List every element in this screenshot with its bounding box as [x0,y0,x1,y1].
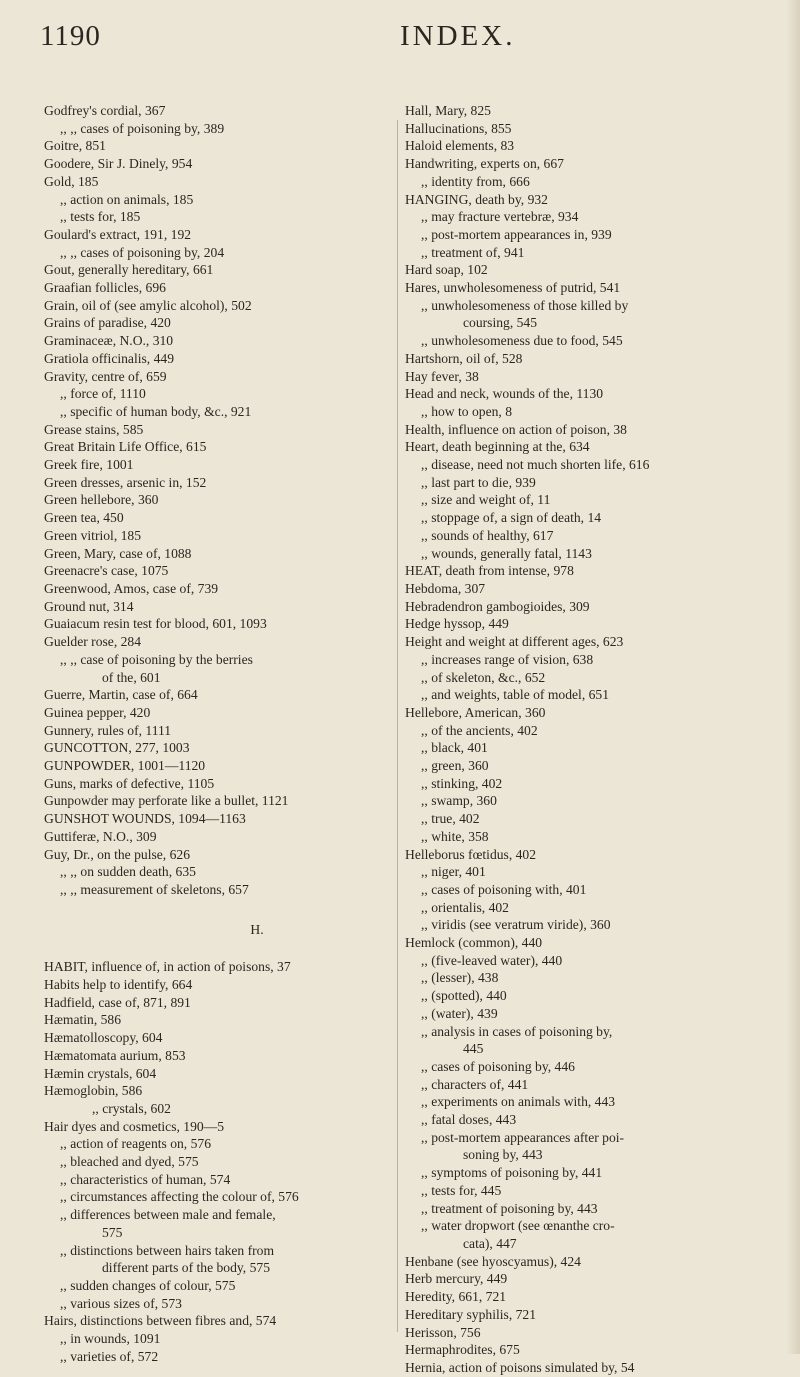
index-entry: Goulard's extract, 191, 192 [44,226,192,242]
index-entry: Haloid elements, 83 [405,138,515,154]
index-entry: Hedge hyssop, 449 [405,616,509,632]
index-entry: Guy, Dr., on the pulse, 626 [44,846,190,862]
index-entry: ,, and weights, table of model, 651 [421,687,610,703]
index-entry: ,, cases of poisoning by, 446 [421,1058,575,1074]
index-entry: ,, bleached and dyed, 575 [60,1154,199,1170]
index-entry: Guinea pepper, 420 [44,704,151,720]
index-entry: Hæmin crystals, 604 [44,1065,157,1081]
index-entry: HEAT, death from intense, 978 [405,563,574,579]
index-entry: Gunpowder may perforate like a bullet, 1121 [44,793,289,809]
index-entry: ,, differences between male and female, [60,1207,276,1223]
index-entry: Herisson, 756 [405,1324,481,1340]
index-entry: Hernia, action of poisons simulated by, 54 [405,1359,635,1375]
index-entry: Grains of paradise, 420 [44,315,171,331]
index-entry: ,, size and weight of, 11 [421,492,551,508]
index-entry: Hæmatolloscopy, 604 [44,1030,163,1046]
index-entry: Heart, death beginning at the, 634 [405,439,590,455]
index-entry: Hebdoma, 307 [405,580,486,596]
index-entry: ,, specific of human body, &c., 921 [60,403,252,419]
index-entry: ,, true, 402 [421,811,480,827]
index-entry: Hartshorn, oil of, 528 [405,350,523,366]
index-entry: ,, distinctions between hairs taken from [60,1242,275,1258]
index-entry: ,, unwholesomeness of those killed by [421,297,629,313]
index-entry: Gout, generally hereditary, 661 [44,262,214,278]
index-entry: Henbane (see hyoscyamus), 424 [405,1253,581,1269]
index-entry: ,, how to open, 8 [421,403,512,419]
index-entry: Hard soap, 102 [405,262,488,278]
index-entry: Hæmatomata aurium, 853 [44,1047,186,1063]
index-entry: Guns, marks of defective, 1105 [44,775,215,791]
index-entry: ,, crystals, 602 [92,1100,171,1116]
index-entry: GUNSHOT WOUNDS, 1094—1163 [44,811,246,827]
index-entry: Hallucinations, 855 [405,120,512,136]
index-entry: Hellebore, American, 360 [405,704,546,720]
index-entry: ,, cases of poisoning with, 401 [421,881,587,897]
index-column-left [44,102,390,1366]
index-entry: ,, unwholesomeness due to food, 545 [421,333,623,349]
index-entry: Graminaceæ, N.O., 310 [44,333,174,349]
index-entry: Ground nut, 314 [44,598,134,614]
index-entry: ,, of the ancients, 402 [421,722,538,738]
index-entry: ,, water dropwort (see œnanthe cro- [421,1218,615,1234]
index-entry: Gunnery, rules of, 1111 [44,722,172,738]
index-column-right [405,102,775,1377]
index-entry: Guttiferæ, N.O., 309 [44,828,157,844]
column-divider [397,120,398,1332]
index-entry: ,, sudden changes of colour, 575 [60,1278,236,1293]
index-entry: Handwriting, experts on, 667 [405,156,564,172]
index-entry: ,, stinking, 402 [421,775,503,791]
index-entry: Guelder rose, 284 [44,634,142,650]
index-entry: Grain, oil of (see amylic alcohol), 502 [44,297,252,313]
index-entry: ,, viridis (see veratrum viride), 360 [421,917,611,933]
index-entry: ,, post-mortem appearances in, 939 [421,226,612,242]
index-entry: Great Britain Life Office, 615 [44,439,207,455]
index-entry: Graafian follicles, 696 [44,280,166,296]
page-number: 1190 [40,20,101,52]
index-entry: ,, niger, 401 [421,864,486,880]
index-entry: ,, treatment of poisoning by, 443 [421,1200,598,1216]
index-entry: Gratiola officinalis, 449 [44,350,174,366]
index-entry: Hemlock (common), 440 [405,935,543,951]
index-entry: Gold, 185 [44,173,99,189]
index-entry: ,, treatment of, 941 [421,244,525,260]
index-entry: Green tea, 450 [44,510,124,526]
index-entry: of the, 601 [102,669,161,685]
index-entry: ,, tests for, 445 [421,1182,502,1198]
index-entry: ,, characters of, 441 [421,1076,529,1092]
index-entry: Hermaphrodites, 675 [405,1342,520,1358]
index-entry: HANGING, death by, 932 [405,191,548,207]
index-entry: ,, tests for, 185 [60,209,141,225]
index-entry: ,, experiments on animals with, 443 [421,1094,616,1110]
index-entry: ,, fatal doses, 443 [421,1112,517,1128]
index-entry: coursing, 545 [463,315,538,331]
index-entry: Hadfield, case of, 871, 891 [44,994,191,1010]
index-entry: ,, (lesser), 438 [421,970,499,986]
index-entry: ,, varieties of, 572 [60,1348,159,1364]
section-letter: H. [250,921,264,937]
index-entry: different parts of the body, 575 [102,1260,270,1276]
index-entry: ,, identity from, 666 [421,173,530,189]
index-entry: ,, orientalis, 402 [421,899,509,915]
index-entry: 445 [463,1041,484,1057]
index-entry: ,, analysis in cases of poisoning by, [421,1023,613,1039]
index-entry: ,, (spotted), 440 [421,988,507,1004]
index-entry: ,, last part to die, 939 [421,474,536,490]
index-entry: ,, various sizes of, 573 [60,1295,182,1311]
index-entry: Grease stains, 585 [44,421,144,437]
index-entry: Green vitriol, 185 [44,527,142,543]
index-entry: Head and neck, wounds of the, 1130 [405,386,604,402]
index-entry: Godfrey's cordial, 367 [44,103,166,118]
index-entry: ,, swamp, 360 [421,793,497,809]
index-entry: ,, of skeleton, &c., 652 [421,669,546,685]
index-entry: Greenwood, Amos, case of, 739 [44,580,219,596]
index-entry: cata), 447 [463,1236,517,1251]
index-entry: Guerre, Martin, case of, 664 [44,687,198,703]
index-entry: Helleborus fœtidus, 402 [405,846,537,862]
index-entry: ,, stoppage of, a sign of death, 14 [421,510,602,526]
index-entry: Hæmoglobin, 586 [44,1083,143,1099]
index-entry: GUNCOTTON, 277, 1003 [44,740,190,756]
index-entry: Health, influence on action of poison, 38 [405,421,627,437]
page-edge-shadow [786,0,800,1354]
index-entry: ,, ,, cases of poisoning by, 389 [60,120,225,136]
index-entry: ,, increases range of vision, 638 [421,651,594,667]
index-entry: ,, white, 358 [421,828,489,844]
page-header [40,20,760,60]
index-entry: ,, may fracture vertebræ, 934 [421,209,579,225]
index-entry: ,, symptoms of poisoning by, 441 [421,1165,603,1181]
index-entry: ,, ,, on sudden death, 635 [60,864,196,880]
index-entry: ,, circumstances affecting the colour of, 576 [60,1189,299,1205]
index-entry: Hay fever, 38 [405,368,479,384]
index-entry: ,, (five-leaved water), 440 [421,952,563,968]
index-entry: ,, green, 360 [421,758,489,774]
index-entry: Height and weight at different ages, 623 [405,634,624,650]
index-entry: ,, (water), 439 [421,1005,498,1021]
index-entry: ,, sounds of healthy, 617 [421,527,554,543]
index-entry: ,, action of reagents on, 576 [60,1136,211,1152]
index-entry: Hairs, distinctions between fibres and, 574 [44,1313,277,1329]
index-entry: Greenacre's case, 1075 [44,563,169,579]
index-entry: Herb mercury, 449 [405,1271,508,1287]
running-head: INDEX. [400,20,516,52]
index-entry: Guaiacum resin test for blood, 601, 1093 [44,616,267,632]
index-entry: Greek fire, 1001 [44,457,134,473]
index-entry: ,, force of, 1110 [60,386,146,402]
index-entry: Goodere, Sir J. Dinely, 954 [44,156,193,172]
index-entry: Hares, unwholesomeness of putrid, 541 [405,280,621,296]
index-entry: ,, ,, case of poisoning by the berries [60,651,253,667]
index-entry: ,, characteristics of human, 574 [60,1171,231,1187]
index-entry: Green hellebore, 360 [44,492,159,508]
index-entry: Hair dyes and cosmetics, 190—5 [44,1118,225,1134]
index-entry: Green dresses, arsenic in, 152 [44,474,207,490]
index-entry: Habits help to identify, 664 [44,977,193,993]
index-entry: ,, in wounds, 1091 [60,1331,161,1347]
index-entry: ,, disease, need not much shorten life, 616 [421,457,650,473]
index-entry: ,, ,, cases of poisoning by, 204 [60,244,225,260]
index-entry: ,, wounds, generally fatal, 1143 [421,545,592,561]
index-entry: Hall, Mary, 825 [405,103,491,118]
index-entry: Hæmatin, 586 [44,1012,122,1028]
index-entry: Goitre, 851 [44,138,106,154]
index-entry: Heredity, 661, 721 [405,1289,507,1305]
index-entry: HABIT, influence of, in action of poisons, 37 [44,959,291,975]
index-entry: Gravity, centre of, 659 [44,368,167,384]
index-entry: ,, post-mortem appearances after poi- [421,1129,625,1145]
index-entry: ,, ,, measurement of skeletons, 657 [60,881,249,897]
index-entry: GUNPOWDER, 1001—1120 [44,758,206,774]
index-entry: soning by, 443 [463,1147,543,1163]
index-entry: Hebradendron gambogioides, 309 [405,598,590,614]
index-entry: ,, action on animals, 185 [60,191,194,207]
index-entry: Hereditary syphilis, 721 [405,1306,537,1322]
index-entry: ,, black, 401 [421,740,488,756]
index-entry: 575 [102,1224,123,1240]
index-entry: Green, Mary, case of, 1088 [44,545,192,561]
